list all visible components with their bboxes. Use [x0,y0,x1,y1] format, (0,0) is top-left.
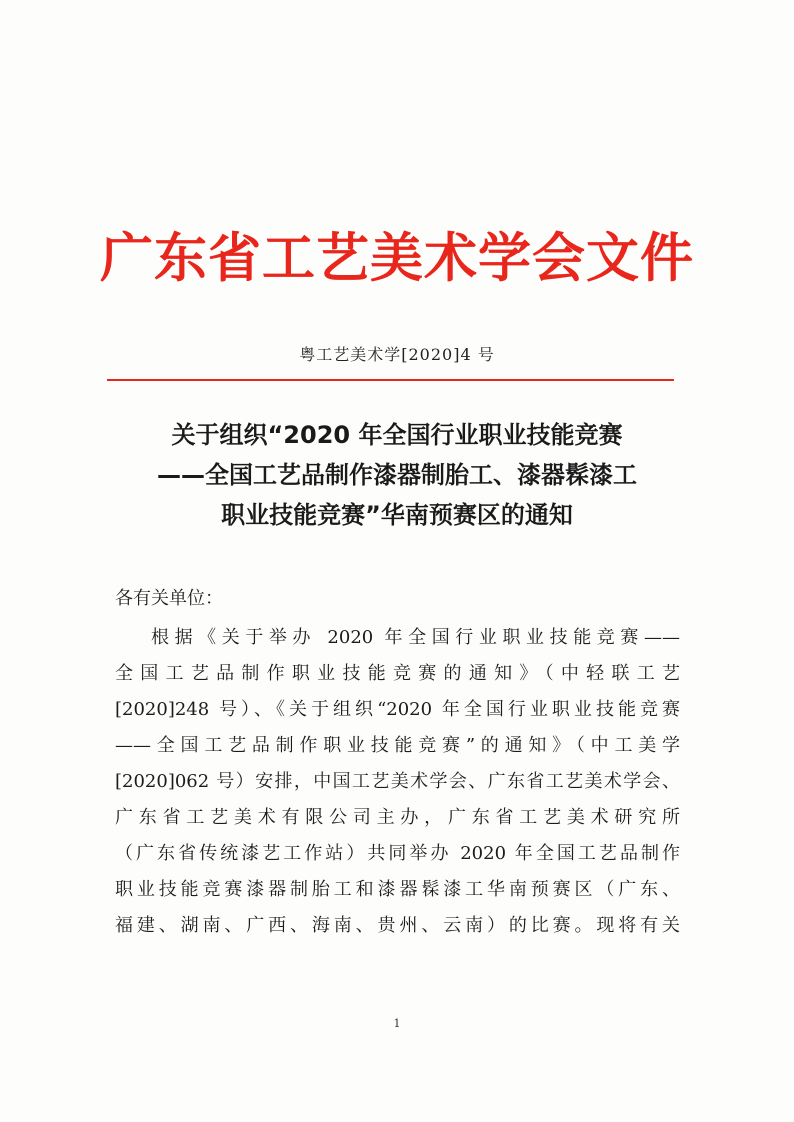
body-line: 职业技能竞赛漆器制胎工和漆器髹漆工华南预赛区（广东、 [115,879,680,900]
document-number: 粤工艺美术学[2020]4 号 [299,345,495,364]
notice-title-line: 职业技能竞赛”华南预赛区的通知 [221,501,573,529]
page-number: 1 [393,1017,401,1030]
notice-title-line: 关于组织“2020 年全国行业职业技能竞赛 [171,421,623,449]
body-line: 全国工艺品制作职业技能竞赛的通知》（中轻联工艺 [115,663,680,684]
notice-title-line: ——全国工艺品制作漆器制胎工、漆器髹漆工 [157,461,637,489]
notice-title [100,415,694,535]
body-line: ——全国工艺品制作职业技能竞赛”的通知》（中工美学 [115,735,680,756]
salutation: 各有关单位： [115,588,223,609]
body-line: [2020]248 号）、《关于组织“2020 年全国行业职业技能竞赛 [115,699,680,720]
body-line: 福建、湖南、广西、海南、贵州、云南）的比赛。现将有关 [115,915,680,936]
body-line: 广东省工艺美术有限公司主办，广东省工艺美术研究所 [115,807,680,828]
body-line: [2020]062 号）安排，中国工艺美术学会、广东省工艺美术学会、 [115,771,680,792]
body-line: 根据《关于举办 2020 年全国行业职业技能竞赛—— [151,627,680,648]
body-line: （广东省传统漆艺工作站）共同举办 2020 年全国工艺品制作 [115,843,680,864]
document-header-title: 广东省工艺美术学会文件 [100,227,694,289]
body-paragraph [115,620,680,944]
header-divider [107,379,674,381]
